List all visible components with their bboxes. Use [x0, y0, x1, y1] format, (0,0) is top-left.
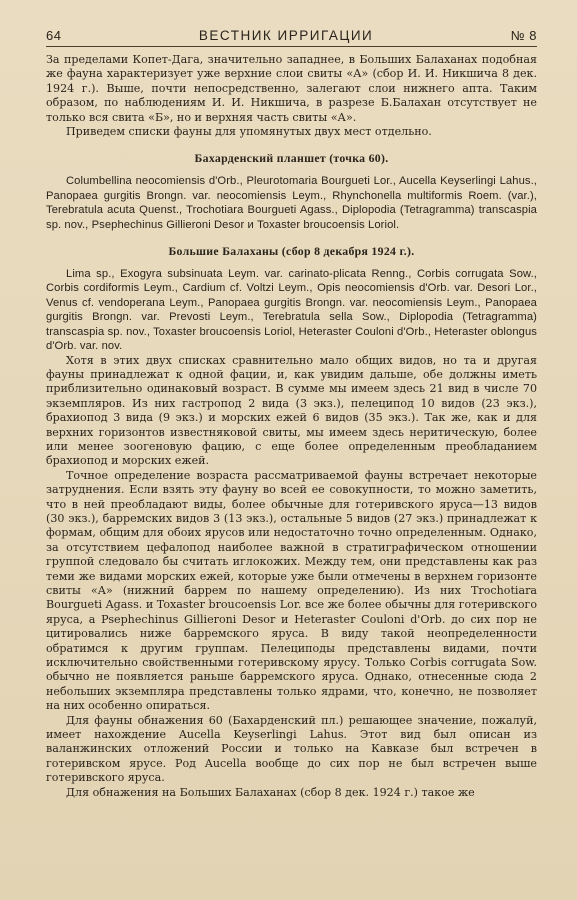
- paragraph-intro: За пределами Копет-Дага, значительно западнее, в Больших Балаханах подобная же фауна характеризует уже верхние слои свиты «А» (сбор И. И. Никшича 8 дек. 1924 г.). Выше, почти непосредственно, залегают слои нижнего апта. Таким образом, по наблюдениям И. И. Никшича, в разрезе Б.Балахан отсутствует не только вся свита «Б», но и верхняя часть свиты «А».: [46, 53, 537, 124]
- section-heading-bakharden: Бахарденский планшет (точка 60).: [194, 151, 389, 166]
- paragraph-facies: Хотя в этих двух списках сравнительно мало общих видов, но та и другая фауны принадлежат к одной фации, и, как увидим дальше, обе должны иметь приблизительно одинаковый возраст. В сумме мы имеем здесь 21 вид в числе 70 экземпляров. Из них гастропод 2 вида (3 экз.), пелеципод 10 видов (23 экз.), брахиопод 3 вида (9 экз.) и морских ежей 6 видов (35 экз.). Так же, как и для верхних горизонтов известняковой свиты, мы имеем здесь неритическую, более или менее зоогеновую фацию, с еще более определенным преобладанием брахиопод и морских ежей.: [46, 353, 537, 468]
- paragraph-age: Точное определение возраста рассматриваемой фауны встречает некоторые затруднения. Если взять эту фауну во всей ее совокупности, то можно заметить, что в ней преобладают виды, более обычные для готеривского яруса—13 видов (30 экз.), барремских видов 3 (13 экз.), остальные 5 видов (27 экз.) принадлежат к формам, общим для обоих ярусов или недостаточно точно определенным. Однако, за отсутствием цефалопод наиболее важной в стратиграфическом отношении группой следовало бы считать иглокожих. Между тем, они представлены как раз теми же видами морских ежей, которые уже были отмечены в верхнем горизонте свиты «А» (нижний баррем по нашему определению). Из них Trochotiara Bourgueti Agass. и Toxaster broucoensis Lor. все же более обычны для готеривского яруса, а Psephechinus Gillieroni Desor и Heteraster Couloni d'Orb. до сих пор не цитировались ниже барремского яруса. В виду такой неопределенности обратимся к другим группам. Пелециподы представлены видами, почти исключительно свойственными готеривскому ярусу. Только Corbis corrugata Sow. обычно не появляется раньше барремского яруса. Однако, отнесенные сюда 2 небольших экземпляра представлены только ядрами, что, конечно, не позволяет на них особенно опираться.: [46, 468, 537, 713]
- section-heading-balakhany: Большие Балаханы (сбор 8 декабря 1924 г.).: [168, 244, 415, 259]
- species-list-bakharden: Columbellina neocomiensis d'Orb., Pleurotomaria Bourgueti Lor., Aucella Keyserlingi Lahus., Panopaea gurgitis Brongn. var. neocomiensis Leym., Rhynchonella multiformis Roem. (var.), Terebratula acuta Quenst., Trochotiara Bourgueti Agass., Diplopodia (Tetragramma) transcaspia sp. nov., Psephechinus Gillieroni Desor и Toxaster broucoensis Loriol.: [46, 175, 537, 231]
- journal-title: ВЕСТНИК ИРРИГАЦИИ: [198, 28, 374, 43]
- issue-number: № 8: [510, 28, 537, 43]
- paragraph-continuation: Для обнажения на Больших Балаханах (сбор 8 дек. 1924 г.) такое же: [66, 785, 475, 799]
- species-list-balakhany: Lima sp., Exogyra subsinuata Leym. var. carinato-plicata Renng., Corbis corrugata Sow., Corbis cordiformis Leym., Cardium cf. Voltzi Leym., Opis neocomiensis d'Orb. var. Desori Lor., Venus cf. vendoperana Leym., Panopaea gurgitis Brongn. var. neocomiensis Leym., Panopaea gurgitis Brongn. var. Prevosti Leym., Terebratula sella Sow., Diplopodia (Tetragramma) transcaspia sp. nov., Toxaster broucoensis Loriol, Heteraster Couloni d'Orb., Heteraster oblongus d'Orb. var. nov.: [46, 268, 537, 353]
- paragraph-aucella: Для фауны обнажения 60 (Бахарденский пл.) решающее значение, пожалуй, имеет нахождение Aucella Keyserlingi Lahus. Этот вид был описан из валанжинских отложений России и только на Кавказе был встречен в готеривском ярусе. Род Aucella вообще до сих пор не был встречен выше готеривского яруса.: [46, 713, 537, 785]
- running-header: [46, 28, 537, 47]
- paragraph-lists-intro: Приведем списки фауны для упомянутых двух мест отдельно.: [66, 125, 432, 139]
- page-number: 64: [46, 28, 62, 43]
